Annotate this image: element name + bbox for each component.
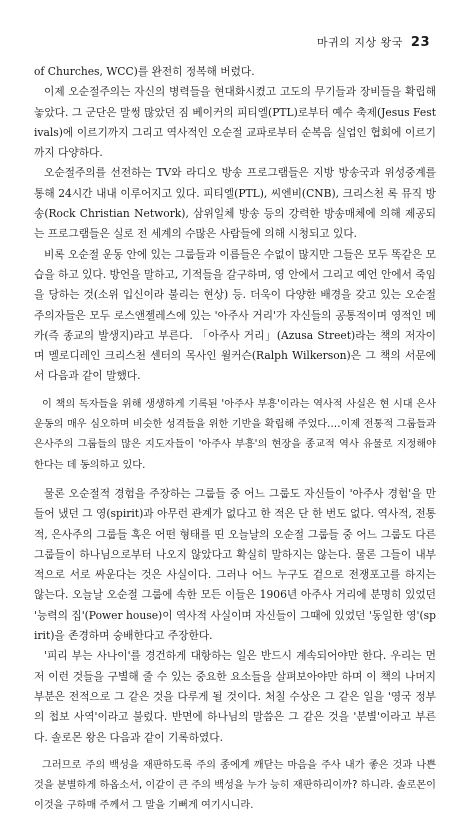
page-body [34,62,436,817]
quote-text: 그러므로 주의 백성을 재판하도록 주의 종에게 깨닫는 마음을 주사 내가 좋은 것과 나쁜 것을 분별하게 하옵소서, 이같이 큰 주의 백성을 누가 능히 재판하리이까? 하니라. 솔로몬이 이것을 구하매 주께서 그 말을 기뻐게 여기시니라. [34,759,436,812]
paragraph-continued: of Churches, WCC)를 완전히 정복해 버렸다. [34,65,255,78]
paragraph: '피리 부는 사나이'를 경건하게 대항하는 일은 반드시 계속되어야만 한다. 우리는 먼저 이런 것들을 구별해 줄 수 있는 중요한 요소들을 살펴보아야만 하며 이 책의 나머지 부분은 전적으로 그 같은 것을 다루게 될 것이다. 처칠 수상은 그 같은 일을 '영국 정부의 첩보 사역'이라고 불렀다. 반면에 하나님의 말씀은 그 같은 것을 '분별'이라고 부른다. 솔로몬 왕은 다음과 같이 기록하였다. [34,649,436,744]
chapter-title: 마귀의 지상 왕국 [317,36,403,49]
paragraph: 비록 오순절 운동 안에 있는 그룹들과 이름들은 수없이 많지만 그들은 모두 똑같은 모습을 하고 있다. 방언을 말하고, 기적들을 갈구하며, 영 안에서 그리고 예언 안에서 죽임을 당하는 것(소위 입신이라 불리는 현상) 등. 더욱이 다양한 배경을 갖고 있는 오순절주의자들은 모두 로스앤젤레스에 있는 '아주사 거리'가 자신들의 공통적이며 영적인 메카(즉 종교의 발생지)라고 부른다. 「아주사 거리」(Azusa Street)라는 책의 저자이며 멜로디레인 크리스천 센터의 목사인 윌커슨(Ralph Wilkerson)은 그 책의 서문에서 다음과 같이 말했다. [34,247,436,383]
paragraph: 오순절주의를 선전하는 TV와 라디오 방송 프로그램들은 지방 방송국과 위성중계를 통해 24시간 내내 이루어지고 있다. 피티엘(PTL), 씨엔비(CNB), 크리스천 록 뮤직 방송(Rock Christian Network), 삼위일체 방송 등의 강력한 방송매체에 의해 제공되는 프로그램들은 실로 전 세계의 수많은 사람들에 의해 시청되고 있다. [34,166,436,241]
paragraph: 이제 오순절주의는 자신의 병력들을 현대화시켰고 고도의 무기들과 장비들을 확립해 놓았다. 그 군단은 말썽 많았던 짐 베이커의 피티엘(PTL)로부터 예수 축제(Jesus Festivals)에 이르기까지 그리고 역사적인 오순절 교파로부터 순복음 실업인 협회에 이르기까지 다양하다. [34,85,436,160]
paragraph: 물론 오순절적 경험을 주장하는 그룹들 중 어느 그룹도 자신들이 '아주사 경험'을 만들어 냈던 그 영(spirit)과 아무런 관계가 없다고 한 적은 단 한 번도 없다. 역사적, 전통적, 은사주의 그룹들 혹은 어떤 형태를 띤 오늘날의 오순절 그룹들 중 어느 그룹도 다른 그룹들이 하나님으로부터 나오지 않았다고 확실히 말하지는 않는다. 물론 그들이 내부적으로 서로 싸운다는 것은 사실이다. 그러나 어느 누구도 겉으로 전쟁포고를 하지는 않는다. 오늘날 오순절 그룹에 속한 모든 이들은 1906년 아주사 거리에 분명히 있었던 '능력의 집'(Power house)이 역사적 사실이며 자신들이 그때에 있었던 '동일한 영'(spirit)을 존경하며 숭배한다고 주장한다. [34,486,436,643]
quote-text: 이 책의 독자들을 위해 생생하게 기록된 '아주사 부흥'이라는 역사적 사실은 현 시대 은사 운동의 매우 심오하며 비슷한 성격들을 위한 기반을 확립해 주었다.…이제 전통적 그룹들과 은사주의 그룹들의 많은 지도자들이 '아주사 부흥'의 현장을 종교적 역사 유물로 지정해야 한다는 데 동의하고 있다. [34,398,436,471]
page-number: 23 [410,35,430,50]
running-header [317,34,430,50]
block-quote [34,756,436,817]
block-quote [34,395,436,476]
